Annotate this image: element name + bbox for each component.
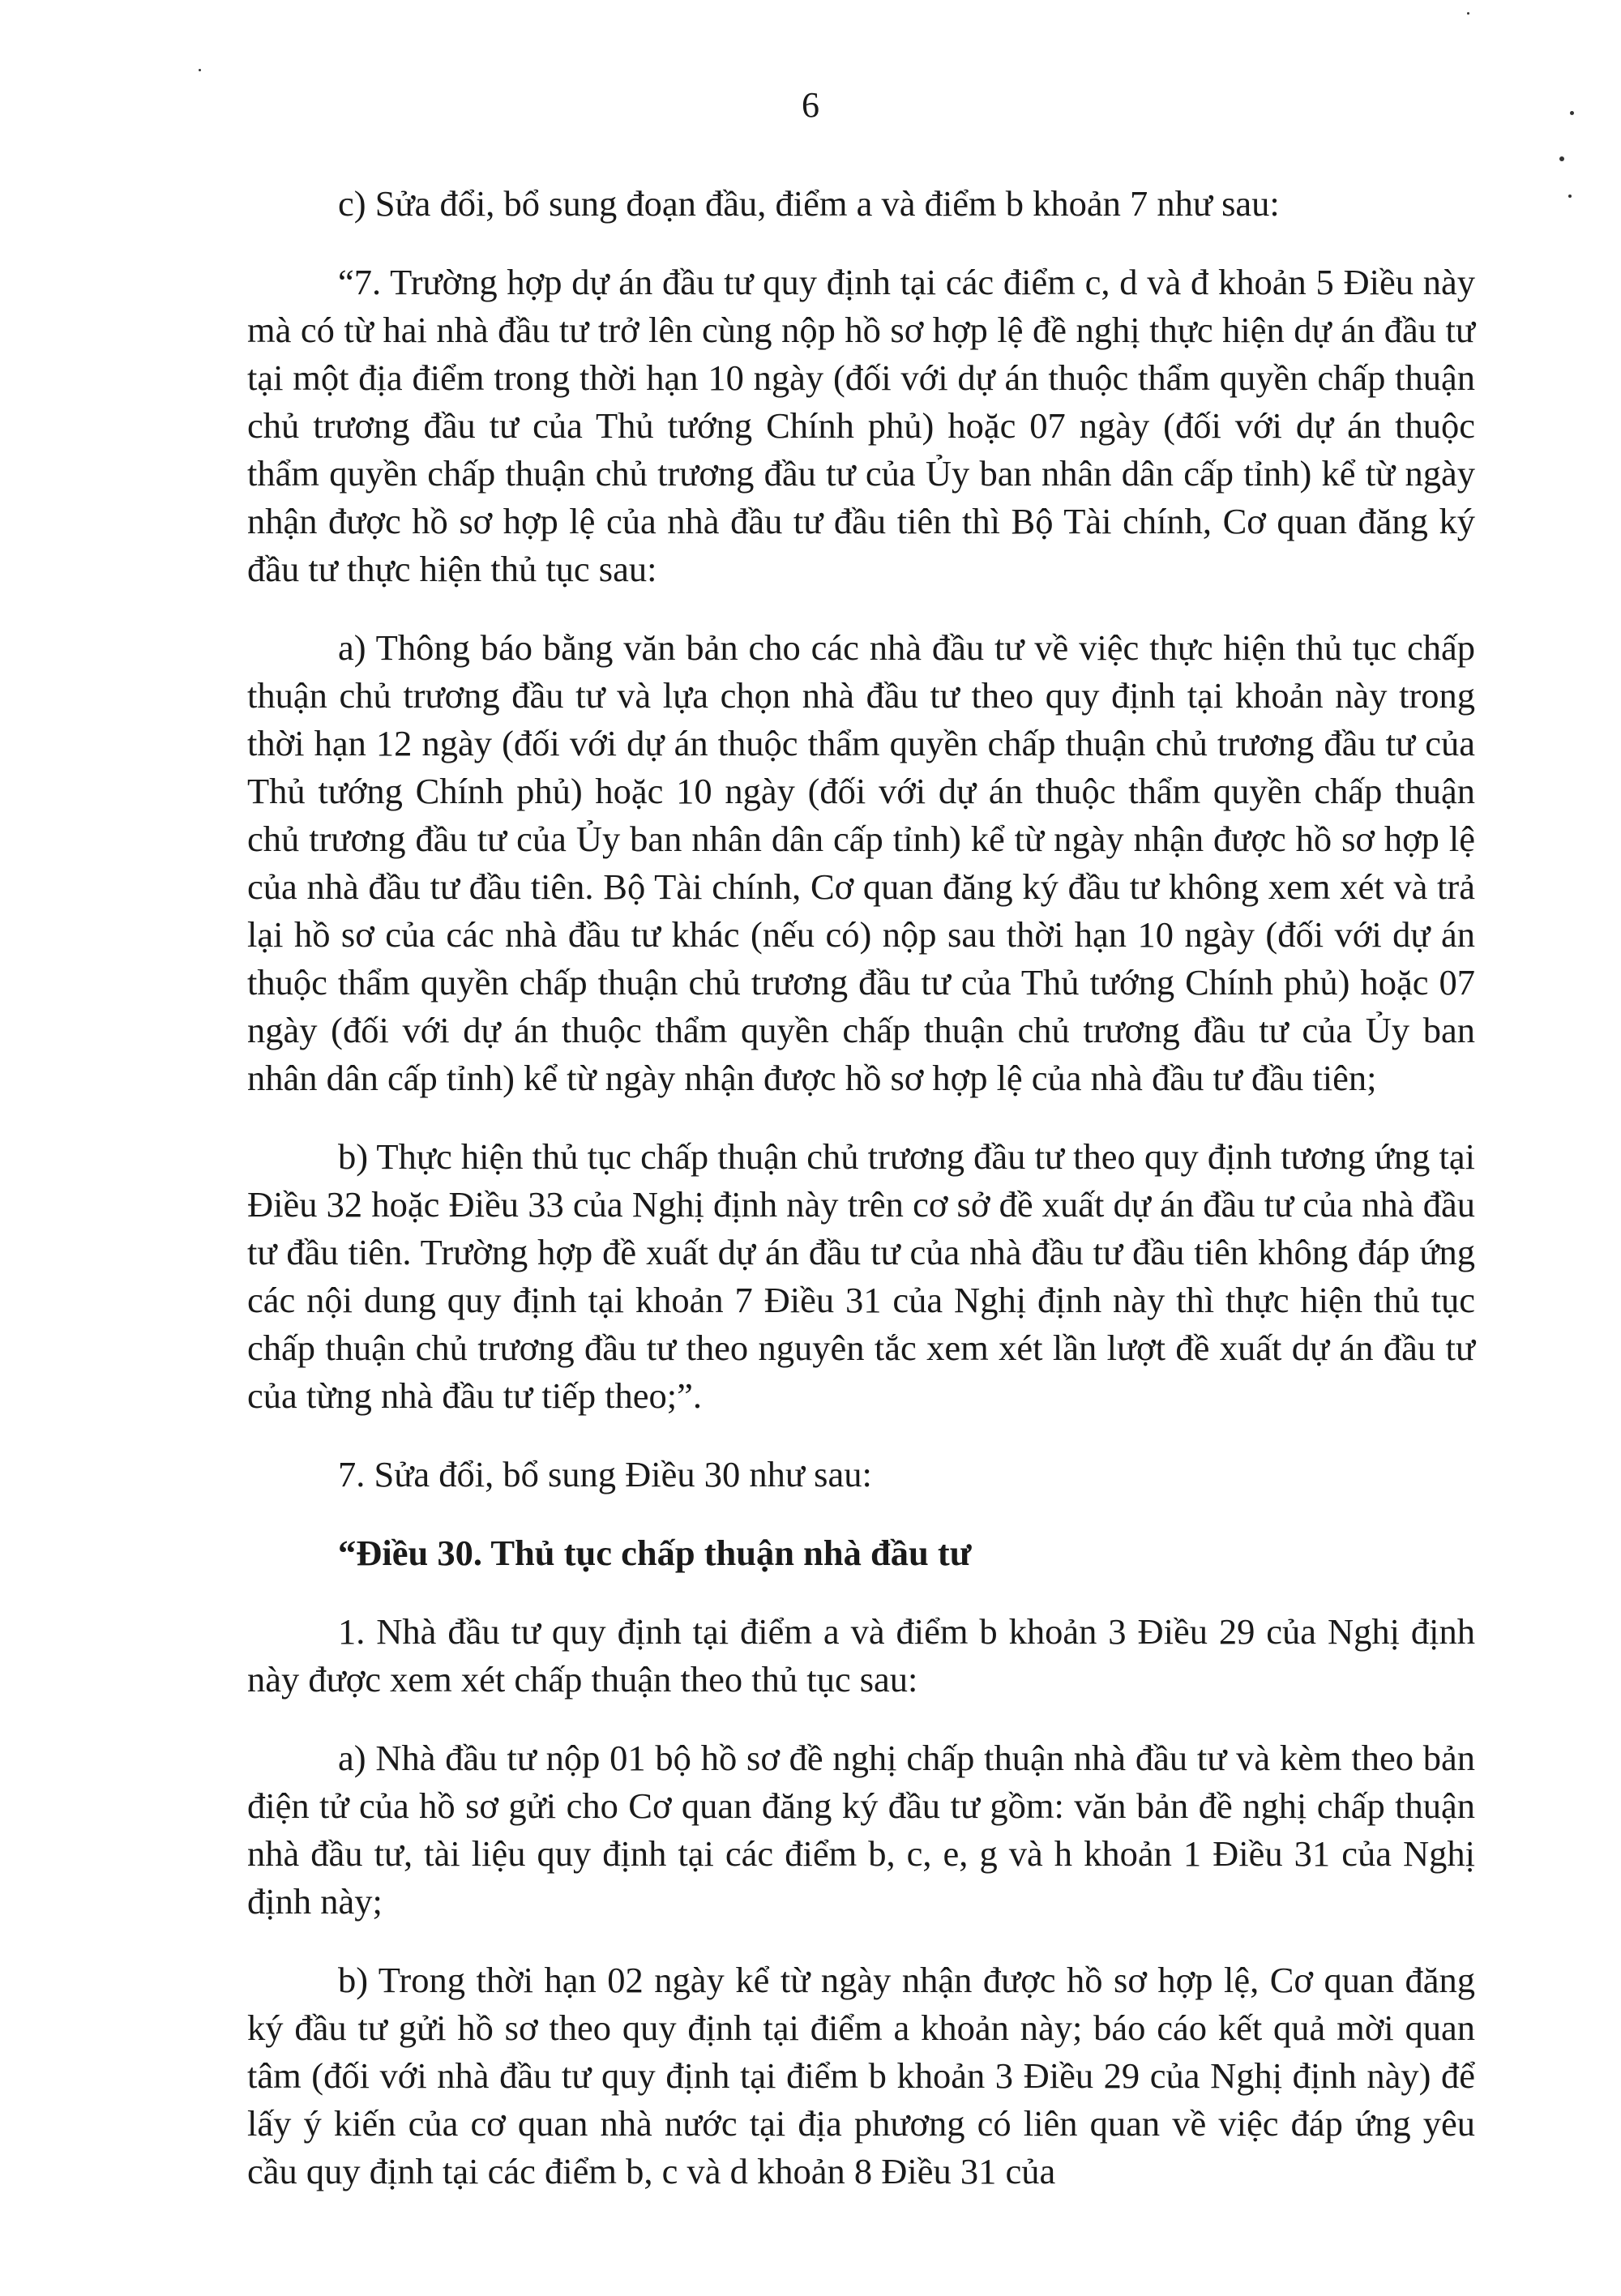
page-number: 6 [802,85,819,125]
scan-speck [1568,195,1572,198]
paragraph-article-30-point-b: b) Trong thời hạn 02 ngày kể từ ngày nhận được hồ sơ hợp lệ, Cơ quan đăng ký đầu tư gửi hồ sơ theo quy định tại điểm a khoản này; báo cáo kết quả mời quan tâm (đối với nhà đầu tư quy định tại điểm b khoản 3 Điều 29 của Nghị định này) để lấy ý kiến của cơ quan nhà nước tại địa phương có liên quan về việc đáp ứng yêu cầu quy định tại các điểm b, c và d khoản 8 Điều 31 của [247,1960,1475,2191]
paragraph-point-b: b) Thực hiện thủ tục chấp thuận chủ trương đầu tư theo quy định tương ứng tại Điều 32 hoặc Điều 33 của Nghị định này trên cơ sở đề xuất dự án đầu tư của nhà đầu tư đầu tiên. Trường hợp đề xuất dự án đầu tư của nhà đầu tư đầu tiên không đáp ứng các nội dung quy định tại khoản 7 Điều 31 của Nghị định này thì thực hiện thủ tục chấp thuận chủ trương đầu tư theo nguyên tắc xem xét lần lượt đề xuất dự án đầu tư của từng nhà đầu tư tiếp theo;”. [247,1136,1475,1416]
scan-speck [1559,156,1564,161]
paragraph-amendment-7: 7. Sửa đổi, bổ sung Điều 30 như sau: [338,1454,872,1494]
paragraph-amendment-c: c) Sửa đổi, bổ sung đoạn đầu, điểm a và điểm b khoản 7 như sau: [338,183,1280,224]
article-30-heading: “Điều 30. Thủ tục chấp thuận nhà đầu tư [338,1533,972,1573]
scan-speck [199,69,201,71]
paragraph-clause-7: “7. Trường hợp dự án đầu tư quy định tại các điểm c, d và đ khoản 5 Điều này mà có từ hai nhà đầu tư trở lên cùng nộp hồ sơ hợp lệ đề nghị thực hiện dự án đầu tư tại một địa điểm trong thời hạn 10 ngày (đối với dự án thuộc thẩm quyền chấp thuận chủ trương đầu tư của Thủ tướng Chính phủ) hoặc 07 ngày (đối với dự án thuộc thẩm quyền chấp thuận chủ trương đầu tư của Ủy ban nhân dân cấp tỉnh) kể từ ngày nhận được hồ sơ hợp lệ của nhà đầu tư đầu tiên thì Bộ Tài chính, Cơ quan đăng ký đầu tư thực hiện thủ tục sau: [247,262,1475,589]
paragraph-article-30-point-a: a) Nhà đầu tư nộp 01 bộ hồ sơ đề nghị chấp thuận nhà đầu tư và kèm theo bản điện tử của hồ sơ gửi cho Cơ quan đăng ký đầu tư gồm: văn bản đề nghị chấp thuận nhà đầu tư, tài liệu quy định tại các điểm b, c, e, g và h khoản 1 Điều 31 của Nghị định này; [247,1738,1475,1922]
scan-speck [1570,111,1574,115]
scan-speck [1467,12,1469,15]
paragraph-point-a: a) Thông báo bằng văn bản cho các nhà đầu tư về việc thực hiện thủ tục chấp thuận chủ trương đầu tư và lựa chọn nhà đầu tư theo quy định tại khoản này trong thời hạn 12 ngày (đối với dự án thuộc thẩm quyền chấp thuận chủ trương đầu tư của Thủ tướng Chính phủ) hoặc 10 ngày (đối với dự án thuộc thẩm quyền chấp thuận chủ trương đầu tư của Ủy ban nhân dân cấp tỉnh) kể từ ngày nhận được hồ sơ hợp lệ của nhà đầu tư đầu tiên. Bộ Tài chính, Cơ quan đăng ký đầu tư không xem xét và trả lại hồ sơ của các nhà đầu tư khác (nếu có) nộp sau thời hạn 10 ngày (đối với dự án thuộc thẩm quyền chấp thuận chủ trương đầu tư của Thủ tướng Chính phủ) hoặc 07 ngày (đối với dự án thuộc thẩm quyền chấp thuận chủ trương đầu tư của Ủy ban nhân dân cấp tỉnh) kể từ ngày nhận được hồ sơ hợp lệ của nhà đầu tư đầu tiên; [247,627,1475,1098]
paragraph-article-30-clause-1: 1. Nhà đầu tư quy định tại điểm a và điểm b khoản 3 Điều 29 của Nghị định này được xem xét chấp thuận theo thủ tục sau: [247,1611,1475,1700]
document-body [247,180,1475,2226]
